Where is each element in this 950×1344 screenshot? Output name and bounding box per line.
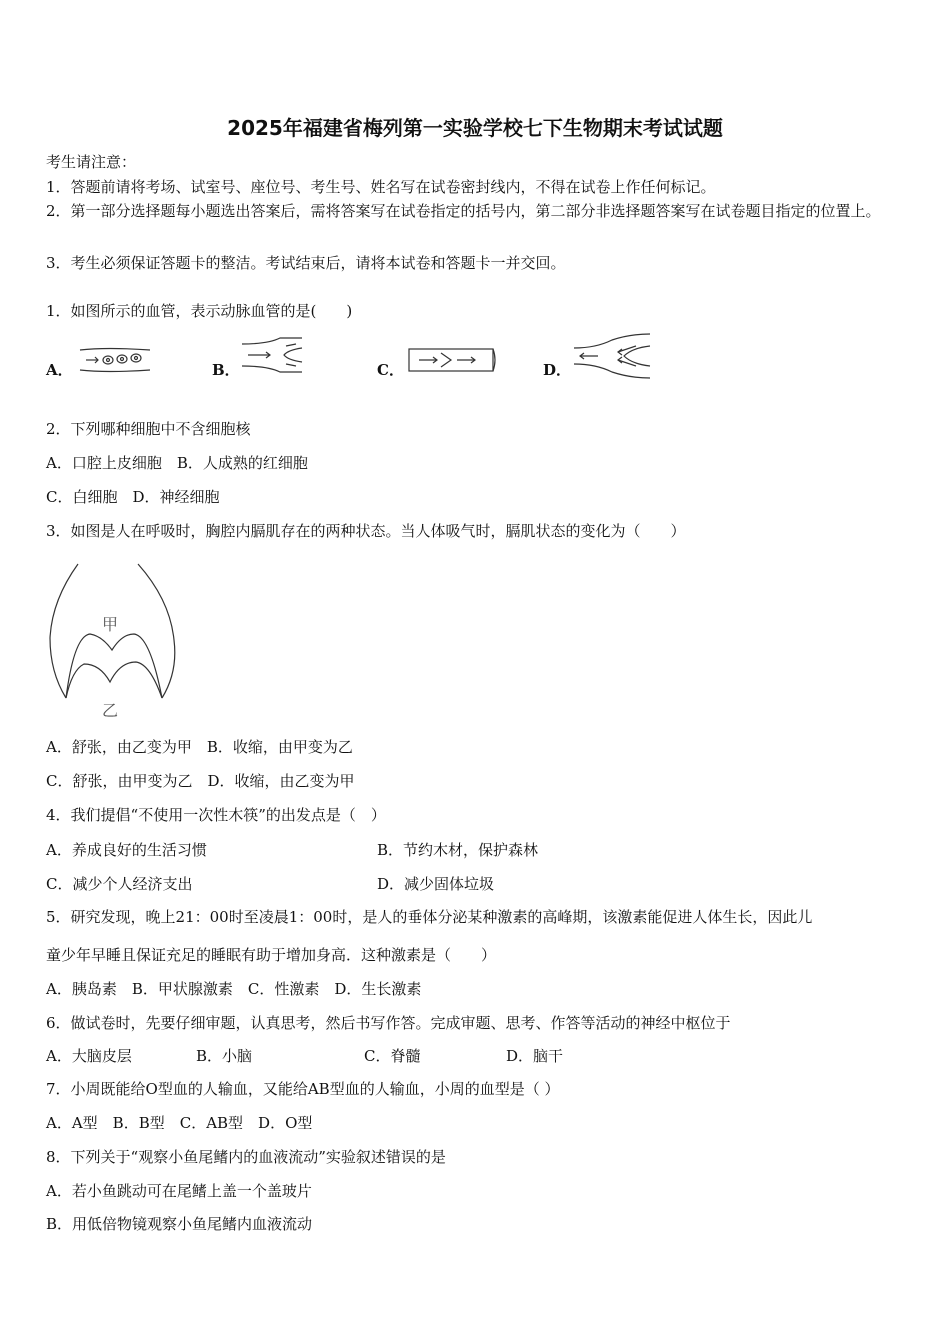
q3-stem: 3．如图是人在呼吸时，胸腔内膈肌存在的两种状态。当人体吸气时，膈肌状态的变化为（ ） (46, 522, 686, 540)
q2-options-row-1: A．口腔上皮细胞 B．人成熟的红细胞 (46, 454, 308, 472)
q1-vessel-d-diagram (572, 332, 654, 380)
q7-options: A．A型 B．B型 C．AB型 D．O型 (46, 1114, 313, 1132)
q6-option-a: A．大脑皮层 (46, 1047, 132, 1065)
q4-option-a: A．养成良好的生活习惯 (46, 841, 207, 859)
q5-stem-line-2: 童少年早睡且保证充足的睡眠有助于增加身高．这种激素是（ ） (46, 946, 497, 964)
notice-item-3: 3．考生必须保证答题卡的整洁。考试结束后，请将本试卷和答题卡一并交回。 (46, 254, 566, 272)
q1-label-a: A． (46, 361, 73, 379)
q3-options-row-1: A．舒张，由乙变为甲 B．收缩，由甲变为乙 (46, 738, 353, 756)
q4-option-b: B．节约木材，保护森林 (377, 841, 539, 859)
q1-label-b: B． (212, 361, 240, 379)
q3-options-row-2: C．舒张，由甲变为乙 D．收缩，由乙变为甲 (46, 772, 355, 790)
q1-label-d: D． (543, 361, 572, 379)
q6-option-c: C．脊髓 (364, 1047, 421, 1065)
q1-stem: 1．如图所示的血管，表示动脉血管的是( ) (46, 302, 353, 320)
q8-option-a: A．若小鱼跳动可在尾鳍上盖一个盖玻片 (46, 1182, 312, 1200)
q4-option-d: D．减少固体垃圾 (377, 875, 495, 893)
notice-item-1: 1．答题前请将考场、试室号、座位号、考生号、姓名写在试卷密封线内，不得在试卷上作任何标记。 (46, 178, 716, 196)
q2-stem: 2．下列哪种细胞中不含细胞核 (46, 420, 251, 438)
q3-label-yi: 乙 (102, 701, 119, 720)
q8-stem: 8．下列关于“观察小鱼尾鳍内的血液流动”实验叙述错误的是 (46, 1148, 446, 1166)
notice-heading: 考生请注意： (46, 153, 137, 171)
q1-vessel-c-diagram (407, 346, 497, 374)
q5-stem-line-1: 5．研究发现，晚上21：00时至凌晨1：00时，是人的垂体分泌某种激素的高峰期，该激素能促进人体生长，因此儿 (46, 908, 813, 926)
q1-vessel-a-diagram (76, 344, 156, 376)
q2-options-row-2: C．白细胞 D．神经细胞 (46, 488, 220, 506)
q1-vessel-b-diagram (240, 336, 306, 376)
q4-option-c: C．减少个人经济支出 (46, 875, 193, 893)
q6-stem: 6．做试卷时，先要仔细审题，认真思考，然后书写作答。完成审题、思考、作答等活动的神经中枢位于 (46, 1014, 731, 1032)
q3-diaphragm-diagram (44, 560, 184, 720)
q7-stem: 7．小周既能给O型血的人输血，又能给AB型血的人输血，小周的血型是（ ） (46, 1080, 560, 1098)
q5-options: A．胰岛素 B．甲状腺激素 C．性激素 D．生长激素 (46, 980, 422, 998)
exam-title: 2025年福建省梅列第一实验学校七下生物期末考试试题 (227, 116, 723, 140)
q6-option-d: D．脑干 (506, 1047, 564, 1065)
q8-option-b: B．用低倍物镜观察小鱼尾鳍内血液流动 (46, 1215, 313, 1233)
q1-label-c: C． (377, 361, 404, 379)
notice-item-2: 2．第一部分选择题每小题选出答案后，需将答案写在试卷指定的括号内，第二部分非选择题答案写在试卷题目指定的位置上。 (46, 202, 881, 220)
q4-stem: 4．我们提倡“不使用一次性木筷”的出发点是（ ） (46, 806, 386, 824)
q3-label-jia: 甲 (102, 615, 119, 634)
q6-option-b: B．小脑 (196, 1047, 253, 1065)
